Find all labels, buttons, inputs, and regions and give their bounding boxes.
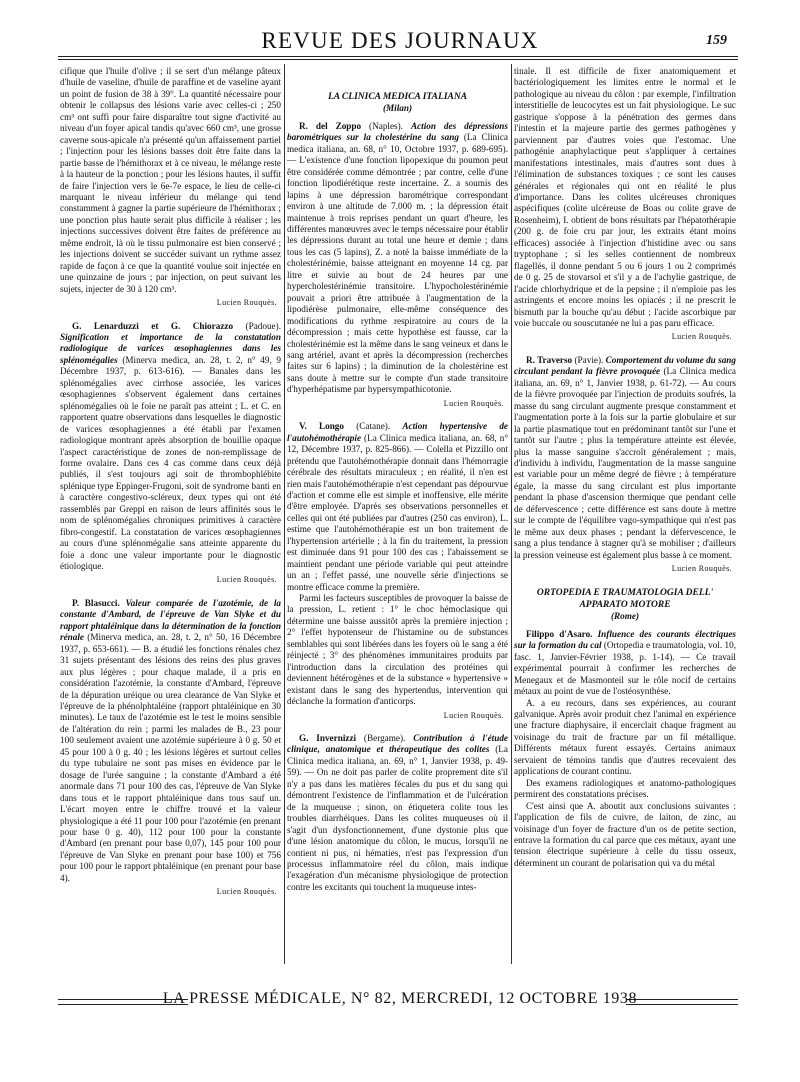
- article-reference: (La Clinica medica italiana, an. 68, n° 10, Octobre 1937, p. 689-695). —: [287, 132, 508, 166]
- journal-section-title: REVUE DES JOURNAUX: [261, 28, 539, 53]
- article-body-paragraph: Des examens radiologiques et anatomo-pathologiques permirent des constatations précises.: [514, 777, 736, 800]
- article-author: G. Invernizzi: [299, 733, 357, 744]
- article-body: Au cours de la fièvre provoquée par l'injection de produits soufrés, la masse du sang circulant augmente presque constamment et l'augmentation porte à la fois sur la partie globulaire et sur la partie plasmatique tout en prédominant tantôt sur l'une et tantôt sur l'autre ; plus la température atteinte est élevée, plus la masse sanguine s'accroît généralement ; mais, d'individu à individu, l'augmentation de la masse sanguine est variable pour un même degré de fièvre ; à température égale, la masse du sang circulant est plus importante pendant la phase d'ascension thermique que pendant celle de défervescence ; cette différence est sans doute à mettre sur le compte de l'équilibre vago-sympathique qui n'est pas le même aux deux phases ; pendant la défervescence, le sang a plus tendance à stagner qu'à se mobiliser ; d'ailleurs la pression veineuse est également plus basse à ce moment.: [514, 377, 736, 560]
- article-body-paragraph: Parmi les facteurs susceptibles de provoquer la baisse de la pression, L. retient : 1° le choc hémoclasique qui détermine une baisse aussitôt après la première injection ; 2° l'effet hypotenseur de l'histamine ou de substances semblables qui sont libérées dans les foyers où le sang a été réinjecté ; 3° des phénomènes immunitaires produits par l'introduction dans la circulation des protéines qui deviennent hétérogènes et de la substance « hypertensive » existant dans le sang des hypertendus, intervention qui déclanche la formation d'anticorps.: [287, 593, 508, 707]
- column-divider: [511, 64, 512, 964]
- author-signature: Lucien Rouquès.: [443, 398, 504, 408]
- article-blasucci: [60, 598, 281, 884]
- article-author: V. Longo: [299, 421, 344, 432]
- article-body: Ce travail expérimental pourrait à confirmer les recherches de Menegaux et de Masmonteil sur le rôle nocif de certains métaux au point de vue de l'ostéosynthèse.: [514, 651, 736, 697]
- column-divider: [284, 64, 285, 964]
- article-title: Action hypertensive de l'autohémothérapie: [287, 421, 508, 443]
- article-body-paragraph: C'est ainsi que A. aboutit aux conclusions suivantes : l'application de fils de cuivre, de laiton, de zinc, au voisinage d'un foyer de fracture d'un os de petite section, entrave la formation du cal parce que ces métaux, ayant une tension électrique supérieure à celle du tissu osseux, déterminent un courant de polarisation qui va du métal: [514, 800, 736, 868]
- article-continuation: tinale. Il est difficile de fixer anatomiquement et bactériologiquement les limites entre le normal et le pathologique au niveau du côlon : par exemple, l'infiltration interstitielle de leucocytes est un fait physiologique. Le suc gastrique s'oppose à la pénétration des germes dans l'intestin et la majeure partie des germes pathogènes y parviennent par d'autres voies que l'estomac. Une pathogénie anaphylactique peut s'appliquer à certaines manifestations intestinales, mais d'autres sont dues à l'élimination de substances toxiques ; ce sont les causes générales et régionales qui ont en réalité le plus d'importance. Dans les colites ulcéreuses chroniques aspécifiques (colite ulcéreuse de Boas ou colite grave de Rosenheim), I. obtient de bons résultats par l'hépatothérapie (200 g. de foie cru par jour, les extraits étant moins efficaces) associée à l'injection d'histidine avec ou sans tryptophane ; si les selles contiennent de nombreux flagellés, il donne pendant 5 ou 6 jours 1 ou 2 comprimés de 0 g. 25 de stovarsol et s'il y a de l'achylie gastrique, de l'acide chlorhydrique et de la pepsine ; il n'emploie pas les astringents et encore moins les opiacés ; il ne prescrit le bismuth par la bouche qu'au début ; l'acide ascorbique par voie buccale ou souscutanée ne lui a pas paru efficace.: [514, 66, 736, 328]
- article-title: Signification et importance de la constatation radiologique de varices œsophagiennes dans les splénomégalies: [60, 331, 281, 365]
- article-title: Comportement du volume du sang circulant pendant la fièvre provoquée: [514, 354, 736, 377]
- article-body: B. a étudié les fonctions rénales chez 31 sujets présentant des lésions des reins des plus graves aux plus légères ; pour chaque malade, il a pris en considération l'azotémie, la constante d'Ambard, l'épreuve de la dépuration uréique ou urea clearance de Van Slyke et l'épreuve de la phénolphtaléine (rapport phtaléinique en 30 minutes). Le taux de l'azotémie est le test le moins sensible de l'altération du rein ; parmi les malades de B., 23 pour 100 seulement avaient une azotémie supérieure à 0 g. 50 et 45 pour 100 à 0 g. 40 ; les lésions légères et surtout celles du type tubulaire ne sont pas mises en évidence par le dosage de l'urée sanguine ; la constante d'Ambard a été anormale dans 71 pour 100 des cas, l'épreuve de Van Slyke dans tous et le rapport phtaléinique dans tous sauf un. L'écart moyen entre le chiffre trouvé et la valeur physiologique a été 11 pour 100 pour l'azotémie (en prenant pour base 0 g. 40), 112 pour 100 pour la constante d'Ambard (en prenant pour base 0,07), 145 pour 100 pour l'épreuve de Van Slyke en prenant pour base 100) et 756 pour 100 pour le rapport phtaléinique (en prenant pour base 4).: [60, 643, 281, 883]
- journal-city: (Rome): [610, 611, 640, 622]
- article-body-paragraph: A. a eu recours, dans ses expériences, au courant galvanique. Après avoir produit chez l'animal en expérience une fracture diaphysaire, il encerclait chaque fragment au voisinage du trait de fracture par un fil métallique. Différents métaux furent essayés. Certains animaux servaient de témoins tandis que d'autres recevaient des applications de courant continu.: [514, 697, 736, 777]
- article-lenarduzzi: G. Lenarduzzi et G. Chiorazzo (Padoue). Signification et importance de la constatation radiologique de varices œsophagiennes dans les splénomégalies (Minerva medica, an. 28, t. 2, n° 49, 9 Décembre 1937, p. 613-616). — Banales dans les splénomégalies avec cirrhose associée, les varices œsophagiennes s'observent également dans certaines splénomégalies où le foie ne paraît pas atteint ; L. et C. en rapportent quatre observations dans lesquelles le diagnostic de varices œsophagiennes a été établi par l'examen radiologique montrant après absorption de bouillie opaque l'aspect caractéristique de zones de non-remplissage de forme ovalaire. Dans ces 4 cas comme dans ceux déjà publiés, il s'est toujours agi soit de thrombophlébite splénique type Eppinger-Frugoni, soit de syndrome banti en à caractère congestivo-scléreux, deux types qui ont été rassemblés par Greppi en raison de leurs affinités sous le nom de splénomégalies chroniques primitives à caractère fibro-congestif. La constatation de varices œsophagiennes au cours d'une splénomégalie sans atteinte apparente du foie a donc une valeur importante pour le diagnostic étiologique.: [60, 320, 281, 572]
- header-rule-thin: [58, 59, 738, 60]
- article-author: R. del Zoppo: [299, 120, 362, 131]
- article-invernizzi: G. Invernizzi (Bergame). Contribution à l'étude clinique, anatomique et thérapeutique des colites (La Clinica medica italiana, an. 69, n° 1, Janvier 1938, p. 49-59). — On ne doit pas parler de colite proprement dite s'il n'y a pas dans les matières fécales du pus et du sang qui démontrent l'existence de l'inflammation et de l'ulcération de la muqueuse ; sinon, on étiquetera colite tous les troubles diarrhéiques. Dans les colites muqueuses où il s'agit d'un dysfonctionnement, d'une dystonie plus que d'une lésion anatomique du côlon, le mucus, lorsqu'il ne contient ni pus, ni hématies, n'est pas l'expression d'un processus inflammatoire réel du côlon, mais indique l'exagération d'un mécanisme physiologique de protection contre les excitants qui touchent la muqueuse intes-: [287, 733, 508, 892]
- article-author: G. Lenarduzzi et G. Chiorazzo: [72, 320, 234, 331]
- footer-publication-line: LA PRESSE MÉDICALE, N° 82, MERCREDI, 12 OCTOBRE 1938: [162, 990, 638, 1007]
- page-number: 159: [706, 33, 727, 48]
- column-3: [514, 66, 736, 869]
- article-author: R. Traverso: [526, 354, 573, 365]
- article-author: P. Blasucci.: [72, 597, 120, 608]
- article-longo: V. Longo (Catane). Action hypertensive de l'autohémothérapie (La Clinica medica italiana, an. 68, n° 12, Décembre 1937, p. 825-866). — Colella et Pizzillo ont prétendu que l'autohémothérapie donnait dans l'hémorragie cérébrale des résultats miraculeux ; en réalité, il n'en est rien mais l'autohémothérapie n'est cependant pas dépourvue d'action et comme elle est simple et inoffensive, elle mérite d'être employée. D'après ses observations personnelles et celles qui ont été publiées par d'autres (250 cas environ), L. estime que l'autohémothérapie est un bon traitement de l'hypertension artérielle ; à la fin du traitement, la pression est diminuée dans 91 pour 100 des cas ; l'abaissement se maintient pendant une période variable qui peut atteindre un an ; l'effet passé, une nouvelle série d'injections se montre efficace comme la première.: [287, 421, 508, 592]
- column-2: [287, 66, 508, 893]
- author-signature: Lucien Rouquès.: [671, 564, 732, 574]
- article-body: Banales dans les splénomégalies avec cirrhose associée, les varices œsophagiennes s'observent également dans certaines splénomégalies où le foie ne paraît pas atteint ; L. et C. en rapportent quatre observations dans lesquelles le diagnostic de varices œsophagiennes a été établi par l'examen radiologique montrant après absorption de bouillie opaque l'aspect caractéristique de zones de non-remplissage de forme ovalaire. Dans ces 4 cas comme dans ceux déjà publiés, il s'est toujours agi soit de thrombophlébite splénique type Eppinger-Frugoni, soit de syndrome banti en à caractère congestivo-scléreux, deux types qui ont été rassemblés par Greppi en raison de leurs affinités sous le nom de splénomégalies chroniques primitives à caractère fibro-congestif. La constatation de varices œsophagiennes au cours d'une splénomégalie sans atteinte apparente du foie a donc une valeur importante pour le diagnostic étiologique.: [60, 366, 281, 572]
- article-body: L'existence d'une fonction lipopexique du poumon peut être considérée comme démontrée ; par contre, celle d'une fonction lipodiérétique reste incertaine. Z. a soumis des lapins à une dépression barométrique correspondant environ à une altitude de 7.000 m. ; la dépression était maintenue à trois reprises pendant un quart d'heure, les différentes manœuvres avec le temps nécessaire pour établir les dépressions durant au total une heure et demie ; dans tous les cas (5 lapins), Z. a noté la baisse immédiate de la cholestérinémie, baisse atteignant en moyenne 14 cg. par litre et suivie au bout de 24 heures par une hypercholestérinémie transitoire. L'hypocholestérinémie pouvait a priori être attribuée à l'augmentation de la lipodiérèse pulmonaire, elle-même conséquence des modifications du rythme respiratoire au cours de la décompression ; mais cette hypothèse est fausse, car la cholestérinémie est la même dans le sang veineux et dans le sang artériel, avant et après la décompression (recherches faites sur 6 lapins) ; la diminution de la cholestérine est sans doute à mettre sur le compte d'un stade transitoire d'hyperhépatisme par hypersympathicotonie.: [287, 155, 508, 395]
- article-reference: (Minerva medica, an. 28, t. 2, n° 49, 9 Décembre 1937, p. 613-616). —: [60, 354, 281, 377]
- article-reference: (Minerva medica, an. 28, t. 2, n° 50, 16 Décembre 1937, p. 653-661). —: [60, 632, 281, 654]
- page-footer: [0, 990, 800, 1010]
- article-title: Valeur comparée de l'azotémie, de la constante d'Ambard, de l'épreuve de Van Slyke et du rapport phtaléinique dans la détermination de la fonction rénale: [60, 597, 281, 643]
- author-signature: Lucien Rouquès.: [216, 298, 277, 308]
- author-signature: Lucien Rouquès.: [216, 887, 277, 897]
- article-reference: (La Clinica medica italiana, an. 68, n° 12, Décembre 1937, p. 825-866). —: [287, 432, 508, 455]
- article-title: Action des dépressions barométriques sur la cholestérine du sang: [287, 120, 508, 143]
- author-signature: Lucien Rouquès.: [671, 332, 732, 342]
- article-reference: (Ortopedia e traumatologia, vol. 10, fasc. 1, Janvier-Février 1938, p. 1-14). —: [514, 640, 736, 662]
- article-traverso: R. Traverso (Pavie). Comportement du volume du sang circulant pendant la fièvre provoquée (La Clinica medica italiana, an. 69, n° 1, Janvier 1938, p. 61-72). — Au cours de la fièvre provoquée par l'injection de produits soufrés, la masse du sang circulant augmente presque constamment et l'augmentation porte à la fois sur la partie globulaire et sur la partie plasmatique tout en prédominant tantôt sur l'une et tantôt sur l'autre ; plus la température atteinte est élevée, plus la masse sanguine s'accroît généralement ; mais, d'individu à individu, l'augmentation de la masse sanguine est variable pour un même degré de fièvre ; à température égale, la masse du sang circulant est plus importante pendant la phase d'ascension thermique que pendant celle de défervescence ; cette différence est sans doute à mettre sur le compte de l'équilibre vago-sympathique qui n'est pas le même aux deux phases ; pendant la défervescence, le sang a plus tendance à stagner qu'à se mobiliser ; d'ailleurs la pression veineuse est également plus basse à ce moment.: [514, 354, 736, 560]
- journal-heading: ORTOPEDIA E TRAUMATOLOGIA DELL' APPARATO MOTORE: [536, 588, 714, 610]
- article-del-zoppo: R. del Zoppo (Naples). Action des dépressions barométriques sur la cholestérine du sang (La Clinica medica italiana, an. 68, n° 10, Octobre 1937, p. 689-695). — L'existence d'une fonction lipopexique du poumon peut être considérée comme démontrée ; par contre, celle d'une fonction lipodiérétique reste incertaine. Z. a soumis des lapins à une dépression barométrique correspondant environ à une altitude de 7.000 m. ; la dépression était maintenue à trois reprises pendant un quart d'heure, les différentes manœuvres avec le temps nécessaire pour établir les dépressions durant au total une heure et demie ; dans tous les cas (5 lapins), Z. a noté la baisse immédiate de la cholestérinémie, baisse atteignant en moyenne 14 cg. par litre et suivie au bout de 24 heures par une hypercholestérinémie transitoire. L'hypocholestérinémie pouvait a priori être attribuée à l'augmentation de la lipodiérèse pulmonaire, elle-même conséquence des modifications du rythme respiratoire au cours de la décompression ; mais cette hypothèse est fausse, car la cholestérinémie est la même dans le sang veineux et dans le sang artériel, avant et après la décompression (recherches faites sur 6 lapins) ; la diminution de la cholestérine est sans doute à mettre sur le compte d'un stade transitoire d'hyperhépatisme par hypersympathicotonie.: [287, 120, 508, 395]
- article-title: Influence des courants électriques sur la formation du cal: [514, 628, 736, 651]
- article-title: Contribution à l'étude clinique, anatomique et thérapeutique des colites: [287, 733, 508, 755]
- header-rule: [58, 56, 738, 57]
- article-reference: (La Clinica medica italiana, an. 69, n° 1, Janvier 1938, p. 61-72). —: [514, 366, 736, 388]
- author-signature: Lucien Rouquès.: [216, 575, 277, 585]
- article-author: Filippo d'Asaro.: [526, 628, 593, 639]
- journal-city: (Milan): [382, 103, 413, 114]
- author-signature: Lucien Rouquès.: [443, 710, 504, 720]
- column-1: [60, 66, 281, 910]
- article-reference: (La Clinica medica italiana, an. 69, n° 1, Janvier 1938, p. 49-59). —: [287, 744, 508, 778]
- article-body: Colella et Pizzillo ont prétendu que l'autohémothérapie donnait dans l'hémorragie cérébrale des résultats miraculeux ; en réalité, il n'en est rien mais l'autohémothérapie n'est cependant pas dépourvue d'action et comme elle est simple et inoffensive, elle mérite d'être employée. D'après ses observations personnelles et celles qui ont été publiées par d'autres (250 cas environ), L. estime que l'autohémothérapie est un bon traitement de l'hypertension artérielle ; à la fin du traitement, la pression est diminuée dans 91 pour 100 des cas ; l'abaissement se maintient pendant une période variable qui peut atteindre un an ; l'effet passé, une nouvelle série d'injections se montre efficace comme la première.: [287, 444, 508, 592]
- article-continuation: cifique que l'huile d'olive ; il se sert d'un mélange pâteux d'huile de vaseline, d'huile de paraffine et de vaseline ayant un point de fusion de 38 à 39°. La quantité nécessaire pour obtenir le collapsus des lésions varie avec celles-ci ; 250 cm³ ont suffi pour faire disparaître tout signe d'activité au niveau d'un foyer apical tandis qu'avec 660 cm³, une grosse caverne sous-apicale n'a présenté qu'un affaissement partiel ; l'injection pour les lésions basses doit être faite dans la partie basse de l'hémithorax et à ce niveau, le mélange reste à la hauteur de la ponction ; pour les lésions hautes, il suffit de faire l'injection vers le 6e-7e espace, le lieu de celle-ci marquant le niveau inférieur du mélange qui tend constamment à gagner la partie supérieure de l'hémithorax ; une ponction plus haute serait plus difficile à réaliser ; les injections successives doivent être faites de préférence au même endroit, là où le tissu pulmonaire est bien conservé ; les injections doivent se succéder suivant un rythme assez rapide de façon à ce que la quantité voulue soit injectée en une quinzaine de jours ; par injection, on peut suivant les sujets, injecter de 30 à 120 cm³.: [60, 66, 281, 294]
- article-dasaro: [514, 629, 736, 698]
- journal-heading: LA CLINICA MEDICA ITALIANA: [327, 92, 468, 102]
- article-body: On ne doit pas parler de colite proprement dite s'il n'y a pas dans les matières fécales du pus et du sang qui démontrent l'existence de l'inflammation et de l'ulcération de la muqueuse ; sinon, on étiquetera colite tous les troubles diarrhéiques. Dans les colites muqueuses où il s'agit d'un dysfonctionnement, d'une dystonie plus que d'une lésion anatomique du côlon, le mucus, lorsqu'il ne contient ni pus, ni hématies, n'est pas l'expression d'un processus inflammatoire réel du côlon, mais indique l'exagération d'un mécanisme physiologique de protection contre les excitants qui touchent la muqueuse intes-: [287, 767, 508, 892]
